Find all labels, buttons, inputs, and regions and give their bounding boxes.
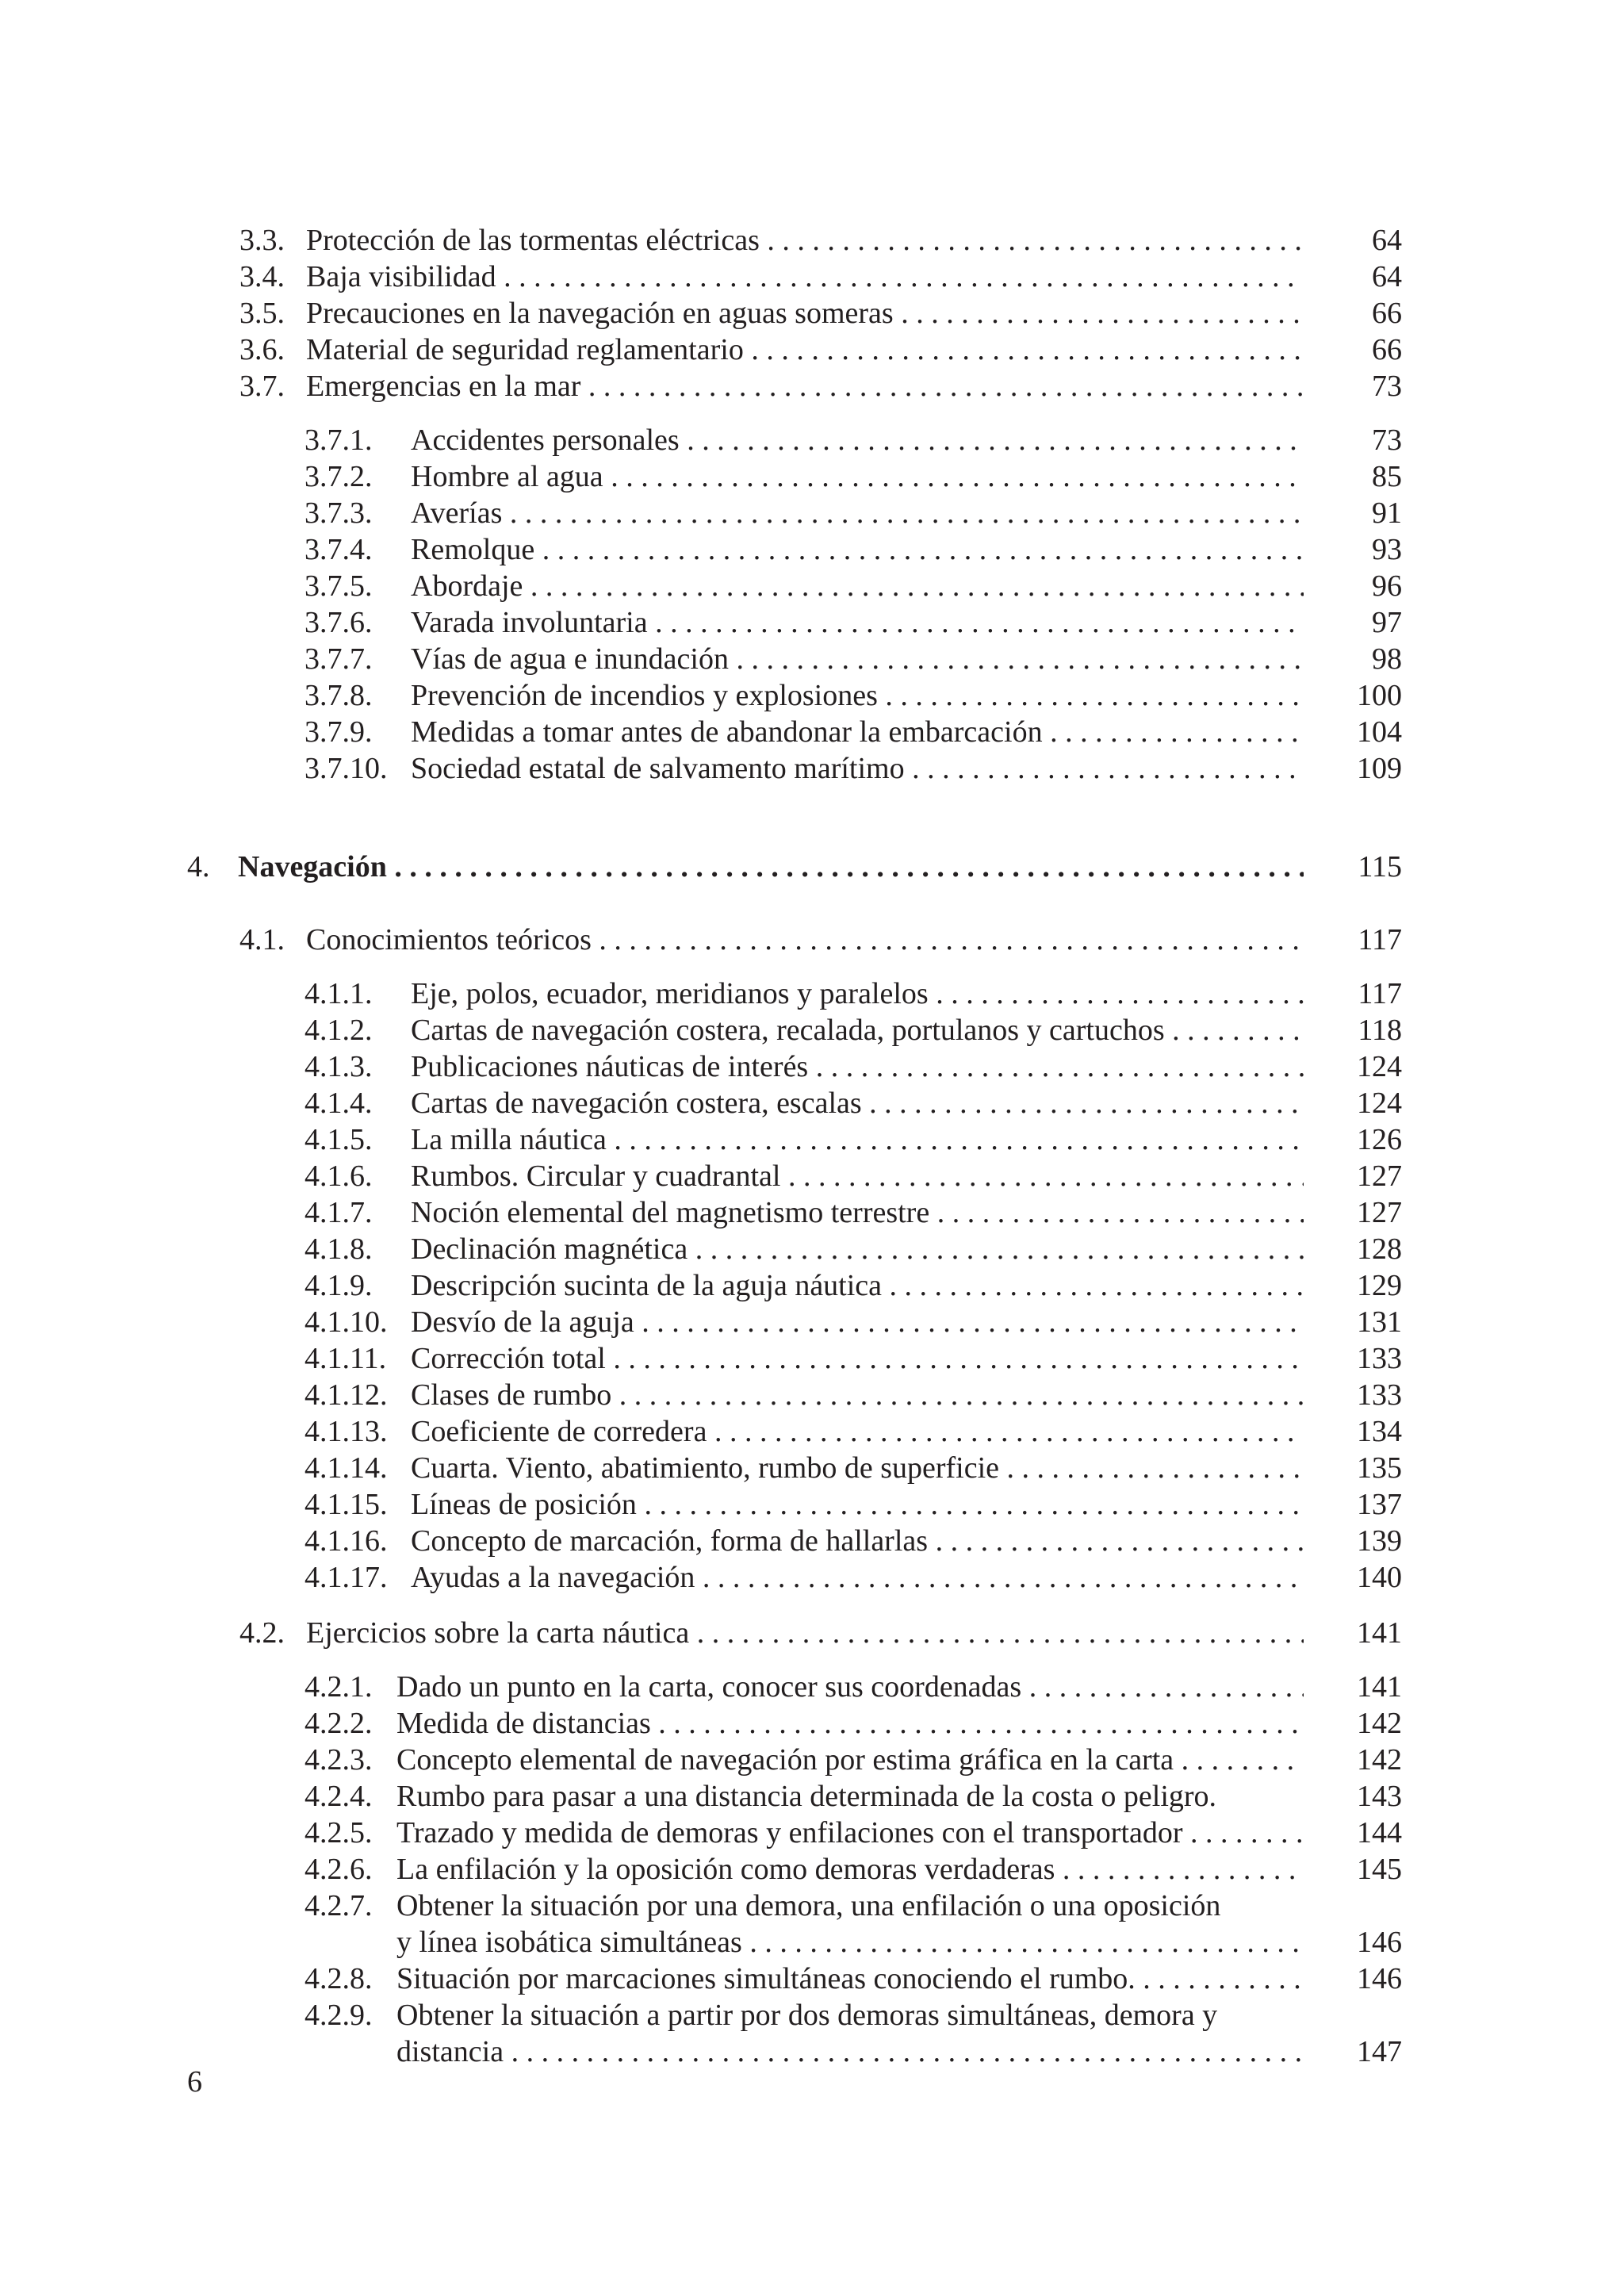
toc-entry-4-1-4 bbox=[0, 1085, 1624, 1121]
entry-number: 4.2.7. bbox=[304, 1889, 373, 1922]
entry-page: 117 bbox=[1358, 977, 1402, 1010]
entry-number: 3.7.5. bbox=[304, 569, 373, 603]
entry-number: 4.2.1. bbox=[304, 1670, 373, 1704]
page-number: 6 bbox=[187, 2065, 202, 2099]
toc-entry-4-1-3 bbox=[0, 1048, 1624, 1085]
entry-title: Desvío de la aguja . . . bbox=[411, 1304, 1304, 1340]
entry-page: 98 bbox=[1372, 642, 1402, 676]
entry-page: 124 bbox=[1357, 1050, 1402, 1083]
entry-number: 4.2.6. bbox=[304, 1853, 373, 1886]
toc-entry-4-2-9 bbox=[0, 1997, 1624, 2033]
toc-entry-3-7 bbox=[0, 368, 1624, 404]
entry-number: 4.2.3. bbox=[304, 1743, 373, 1777]
toc-entry-3-7-9 bbox=[0, 714, 1624, 750]
entry-page: 129 bbox=[1357, 1269, 1402, 1302]
toc-entry-4-2-7-continued bbox=[0, 1924, 1624, 1961]
toc-entry-3-7-1 bbox=[0, 422, 1624, 458]
entry-title: La enfilación y la oposición como demoras verdaderas . . . bbox=[396, 1851, 1304, 1888]
toc-entry-4-2-8 bbox=[0, 1961, 1624, 1997]
entry-page: 109 bbox=[1357, 752, 1402, 785]
entry-number: 4.1.15. bbox=[304, 1488, 388, 1521]
entry-number: 4.1.6. bbox=[304, 1159, 373, 1193]
entry-title: Baja visibilidad . . . bbox=[306, 259, 1304, 295]
entry-page: 131 bbox=[1357, 1305, 1402, 1339]
entry-title: Trazado y medida de demoras y enfilaciones con el transportador . . . bbox=[396, 1815, 1304, 1851]
entry-number: 3.7.10. bbox=[304, 752, 388, 785]
entry-number: 4.1.13. bbox=[304, 1415, 388, 1448]
entry-number: 4.2.2. bbox=[304, 1707, 373, 1740]
entry-number: 4.1.9. bbox=[304, 1269, 373, 1302]
entry-page: 66 bbox=[1372, 297, 1402, 330]
entry-page: 141 bbox=[1357, 1670, 1402, 1704]
toc-entry-4-2-2 bbox=[0, 1705, 1624, 1742]
entry-page: 117 bbox=[1358, 923, 1402, 956]
entry-number: 4.2.8. bbox=[304, 1962, 373, 1995]
toc-entry-4-1-1 bbox=[0, 976, 1624, 1012]
entry-number: 4.1.11. bbox=[304, 1342, 387, 1375]
entry-page: 143 bbox=[1357, 1780, 1402, 1813]
entry-page: 104 bbox=[1357, 715, 1402, 749]
entry-number: 4.1.2. bbox=[304, 1014, 373, 1047]
entry-number: 4.1.14. bbox=[304, 1451, 388, 1485]
entry-number: 3.5. bbox=[239, 297, 285, 330]
entry-title: Coeficiente de corredera . . . bbox=[411, 1413, 1304, 1450]
toc-entry-4-1-7 bbox=[0, 1194, 1624, 1231]
entry-page: 144 bbox=[1357, 1816, 1402, 1849]
entry-page: 124 bbox=[1357, 1087, 1402, 1120]
toc-entry-4-1 bbox=[0, 922, 1624, 958]
entry-page: 118 bbox=[1358, 1014, 1402, 1047]
entry-number: 4.1.16. bbox=[304, 1524, 388, 1558]
entry-title: Declinación magnética . . . bbox=[411, 1231, 1304, 1267]
toc-entry-3-7-2 bbox=[0, 458, 1624, 495]
entry-title: Remolque . . . bbox=[411, 531, 1304, 568]
chapter-page: 115 bbox=[1358, 850, 1402, 884]
entry-page: 73 bbox=[1372, 370, 1402, 403]
entry-number: 4.1.7. bbox=[304, 1196, 373, 1229]
entry-number: 4.1.4. bbox=[304, 1087, 373, 1120]
entry-title: Cartas de navegación costera, escalas . . . bbox=[411, 1085, 1304, 1121]
toc-entry-4-1-6 bbox=[0, 1158, 1624, 1194]
toc-entry-4-2-7 bbox=[0, 1888, 1624, 1924]
entry-title: Concepto elemental de navegación por estima gráfica en la carta . . . bbox=[396, 1742, 1304, 1778]
entry-title: Material de seguridad reglamentario . . . bbox=[306, 332, 1304, 368]
entry-number: 3.7.4. bbox=[304, 533, 373, 566]
entry-page: 85 bbox=[1372, 460, 1402, 493]
entry-number: 4.2.5. bbox=[304, 1816, 373, 1849]
toc-chapter-4 bbox=[0, 849, 1624, 885]
entry-number: 4.1.12. bbox=[304, 1378, 388, 1412]
entry-page: 137 bbox=[1357, 1488, 1402, 1521]
entry-page: 141 bbox=[1357, 1616, 1402, 1650]
entry-page: 139 bbox=[1357, 1524, 1402, 1558]
entry-number: 3.4. bbox=[239, 260, 285, 293]
entry-page: 145 bbox=[1357, 1853, 1402, 1886]
chapter-title: Navegación . . . bbox=[238, 849, 1304, 885]
toc-entry-4-2-1 bbox=[0, 1669, 1624, 1705]
entry-number: 3.7.1. bbox=[304, 424, 373, 457]
entry-title: Situación por marcaciones simultáneas conociendo el rumbo. . . . bbox=[396, 1961, 1304, 1997]
toc-entry-4-2-6 bbox=[0, 1851, 1624, 1888]
entry-title-continued: y línea isobática simultáneas . . . bbox=[396, 1924, 1304, 1961]
entry-title: Dado un punto en la carta, conocer sus coordenadas . . . bbox=[396, 1669, 1304, 1705]
entry-page: 140 bbox=[1357, 1561, 1402, 1594]
toc-entry-4-1-14 bbox=[0, 1450, 1624, 1486]
toc-entry-4-1-16 bbox=[0, 1523, 1624, 1559]
entry-title: Medidas a tomar antes de abandonar la embarcación . . . bbox=[411, 714, 1304, 750]
entry-number: 3.7.3. bbox=[304, 496, 373, 530]
entry-page: 142 bbox=[1357, 1707, 1402, 1740]
entry-number: 4.1. bbox=[239, 923, 285, 956]
entry-page: 146 bbox=[1357, 1926, 1402, 1959]
entry-page: 64 bbox=[1372, 260, 1402, 293]
entry-number: 4.1.5. bbox=[304, 1123, 373, 1156]
entry-title: Hombre al agua . . . bbox=[411, 458, 1304, 495]
toc-entry-4-1-5 bbox=[0, 1121, 1624, 1158]
entry-page: 142 bbox=[1357, 1743, 1402, 1777]
entry-title: Clases de rumbo . . . bbox=[411, 1377, 1304, 1413]
entry-title: Prevención de incendios y explosiones . . . bbox=[411, 677, 1304, 714]
entry-title: Accidentes personales . . . bbox=[411, 422, 1304, 458]
entry-page: 127 bbox=[1357, 1196, 1402, 1229]
entry-page: 91 bbox=[1372, 496, 1402, 530]
entry-title: Eje, polos, ecuador, meridianos y paralelos . . . bbox=[411, 976, 1304, 1012]
toc-entry-4-1-12 bbox=[0, 1377, 1624, 1413]
entry-number: 4.2.9. bbox=[304, 1999, 373, 2032]
toc-entry-3-7-6 bbox=[0, 604, 1624, 641]
entry-number: 3.6. bbox=[239, 333, 285, 366]
toc-entry-3-6 bbox=[0, 332, 1624, 368]
chapter-number: 4. bbox=[187, 850, 210, 884]
entry-page: 64 bbox=[1372, 224, 1402, 257]
entry-title: Descripción sucinta de la aguja náutica . . . bbox=[411, 1267, 1304, 1304]
toc-entry-3-3 bbox=[0, 222, 1624, 259]
entry-number: 3.7.8. bbox=[304, 679, 373, 712]
entry-title: Sociedad estatal de salvamento marítimo . . . bbox=[411, 750, 1304, 787]
toc-entry-4-1-13 bbox=[0, 1413, 1624, 1450]
entry-number: 4.1.3. bbox=[304, 1050, 373, 1083]
toc-entry-4-1-2 bbox=[0, 1012, 1624, 1048]
entry-number: 4.2.4. bbox=[304, 1780, 373, 1813]
entry-title: Medida de distancias . . . bbox=[396, 1705, 1304, 1742]
entry-title: Varada involuntaria . . . bbox=[411, 604, 1304, 641]
entry-number: 4.2. bbox=[239, 1616, 285, 1650]
entry-title: Obtener la situación a partir por dos demoras simultáneas, demora y bbox=[396, 1999, 1218, 2032]
entry-title: Concepto de marcación, forma de hallarlas . . . bbox=[411, 1523, 1304, 1559]
entry-page: 97 bbox=[1372, 606, 1402, 639]
toc-entry-4-2 bbox=[0, 1615, 1624, 1651]
entry-page: 133 bbox=[1357, 1378, 1402, 1412]
entry-title: Publicaciones náuticas de interés . . . bbox=[411, 1048, 1304, 1085]
toc-entry-4-1-17 bbox=[0, 1559, 1624, 1596]
entry-page: 134 bbox=[1357, 1415, 1402, 1448]
toc-entry-3-7-7 bbox=[0, 641, 1624, 677]
toc-entry-3-7-10 bbox=[0, 750, 1624, 787]
entry-number: 3.7.2. bbox=[304, 460, 373, 493]
entry-title-continued: distancia . . . bbox=[396, 2033, 1304, 2070]
entry-page: 146 bbox=[1357, 1962, 1402, 1995]
toc-entry-4-1-15 bbox=[0, 1486, 1624, 1523]
toc-entry-3-7-3 bbox=[0, 495, 1624, 531]
toc-entry-3-4 bbox=[0, 259, 1624, 295]
entry-title: Conocimientos teóricos . . . bbox=[306, 922, 1304, 958]
entry-number: 3.7.7. bbox=[304, 642, 373, 676]
entry-title: Rumbo para pasar a una distancia determinada de la costa o peligro. bbox=[396, 1780, 1217, 1813]
toc-entry-4-2-5 bbox=[0, 1815, 1624, 1851]
entry-page: 93 bbox=[1372, 533, 1402, 566]
entry-title: Líneas de posición . . . bbox=[411, 1486, 1304, 1523]
entry-title: Emergencias en la mar . . . bbox=[306, 368, 1304, 404]
entry-number: 3.7.9. bbox=[304, 715, 373, 749]
entry-page: 133 bbox=[1357, 1342, 1402, 1375]
entry-title: Ejercicios sobre la carta náutica . . . bbox=[306, 1615, 1304, 1651]
entry-page: 100 bbox=[1357, 679, 1402, 712]
toc-entry-4-1-11 bbox=[0, 1340, 1624, 1377]
entry-title: Averías . . . bbox=[411, 495, 1304, 531]
entry-number: 3.7.6. bbox=[304, 606, 373, 639]
entry-page: 66 bbox=[1372, 333, 1402, 366]
entry-page: 135 bbox=[1357, 1451, 1402, 1485]
entry-title: Abordaje . . . bbox=[411, 568, 1304, 604]
entry-title: Noción elemental del magnetismo terrestre . . . bbox=[411, 1194, 1304, 1231]
entry-number: 4.1.17. bbox=[304, 1561, 388, 1594]
entry-page: 73 bbox=[1372, 424, 1402, 457]
entry-number: 4.1.1. bbox=[304, 977, 373, 1010]
entry-number: 3.3. bbox=[239, 224, 285, 257]
entry-title: Corrección total . . . bbox=[411, 1340, 1304, 1377]
entry-page: 126 bbox=[1357, 1123, 1402, 1156]
toc-entry-4-2-3 bbox=[0, 1742, 1624, 1778]
toc-entry-3-7-4 bbox=[0, 531, 1624, 568]
entry-title: Vías de agua e inundación . . . bbox=[411, 641, 1304, 677]
entry-title: Cuarta. Viento, abatimiento, rumbo de superficie . . . bbox=[411, 1450, 1304, 1486]
entry-title: Precauciones en la navegación en aguas someras . . . bbox=[306, 295, 1304, 332]
toc-entry-4-2-9-continued bbox=[0, 2033, 1624, 2070]
toc-entry-4-1-10 bbox=[0, 1304, 1624, 1340]
toc-entry-3-7-5 bbox=[0, 568, 1624, 604]
toc-entry-4-1-9 bbox=[0, 1267, 1624, 1304]
toc-entry-4-2-4 bbox=[0, 1778, 1624, 1815]
toc-entry-3-7-8 bbox=[0, 677, 1624, 714]
toc-entry-3-5 bbox=[0, 295, 1624, 332]
entry-title: Cartas de navegación costera, recalada, portulanos y cartuchos . . . bbox=[411, 1012, 1304, 1048]
entry-title: Obtener la situación por una demora, una enfilación o una oposición bbox=[396, 1889, 1221, 1922]
entry-page: 147 bbox=[1357, 2035, 1402, 2068]
entry-page: 96 bbox=[1372, 569, 1402, 603]
entry-title: Ayudas a la navegación . . . bbox=[411, 1559, 1304, 1596]
entry-number: 4.1.10. bbox=[304, 1305, 388, 1339]
entry-title: La milla náutica . . . bbox=[411, 1121, 1304, 1158]
entry-page: 127 bbox=[1357, 1159, 1402, 1193]
entry-number: 4.1.8. bbox=[304, 1232, 373, 1266]
entry-title: Protección de las tormentas eléctricas . . . bbox=[306, 222, 1304, 259]
entry-page: 128 bbox=[1357, 1232, 1402, 1266]
entry-title: Rumbos. Circular y cuadrantal . . . bbox=[411, 1158, 1304, 1194]
toc-entry-4-1-8 bbox=[0, 1231, 1624, 1267]
entry-number: 3.7. bbox=[239, 370, 285, 403]
